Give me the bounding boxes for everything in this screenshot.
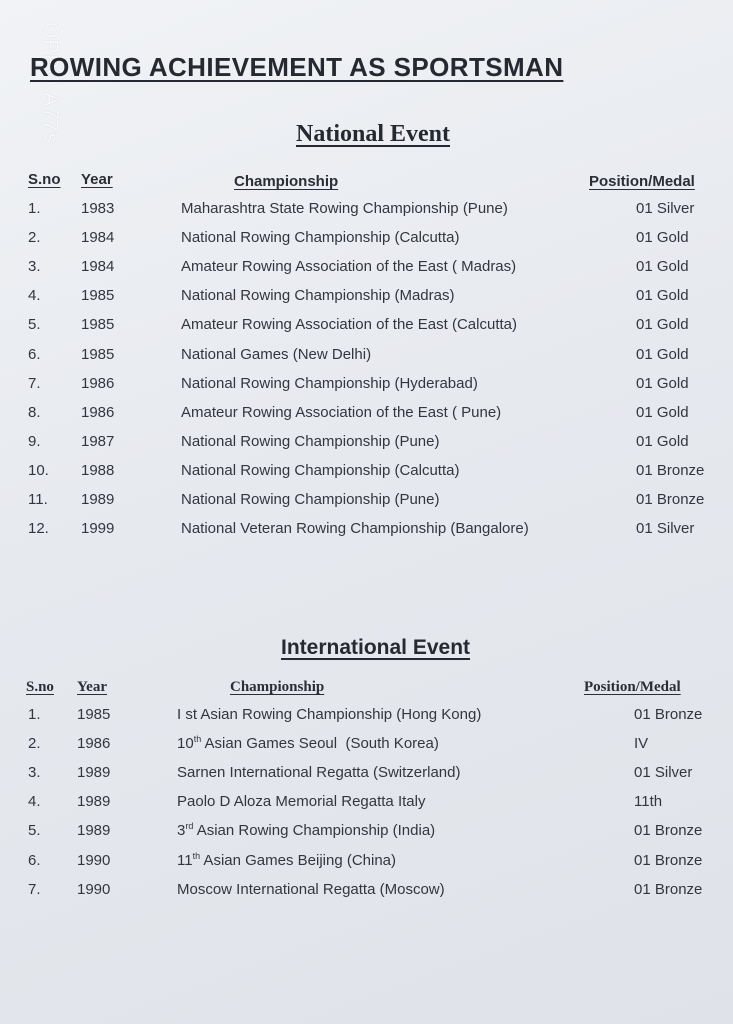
row-championship: [177, 793, 425, 810]
table-row: [0, 258, 733, 287]
row-year: 1986: [81, 403, 115, 421]
page-title: ROWING ACHIEVEMENT AS SPORTSMAN: [30, 52, 564, 82]
row-sno: 6.: [28, 851, 41, 869]
row-year: 1985: [81, 316, 115, 334]
row-year: 1988: [81, 461, 115, 479]
row-year: 1989: [81, 491, 115, 508]
row-championship: [177, 852, 396, 869]
row-medal: 01 Gold: [636, 229, 689, 247]
table-row: [0, 520, 733, 549]
row-championship: National Games (New Delhi): [181, 345, 372, 363]
row-championship: Amateur Rowing Association of the East ( Pune): [181, 403, 502, 421]
row-medal: 01 Gold: [636, 432, 689, 450]
row-medal: 11th: [634, 793, 663, 811]
row-medal: 01 Gold: [636, 316, 689, 334]
table-row: [0, 735, 733, 764]
championship-text: Moscow International Regatta (Moscow): [177, 880, 445, 898]
row-sno: 3.: [28, 764, 41, 782]
table-row: [0, 433, 733, 462]
row-championship: Amateur Rowing Association of the East (Calcutta): [181, 316, 517, 334]
row-sno: 7.: [28, 374, 41, 392]
row-medal: 01 Bronze: [636, 461, 705, 479]
championship-text: 3: [177, 822, 186, 840]
row-medal: 01 Silver: [634, 764, 693, 782]
row-championship: National Rowing Championship (Pune): [181, 432, 440, 450]
table-row: [0, 346, 733, 375]
row-sno: 1.: [28, 200, 41, 217]
international-header-medal: Position/Medal: [584, 679, 681, 695]
ordinal-suffix: th: [192, 850, 201, 861]
row-medal: 01 Gold: [636, 258, 689, 276]
row-championship: National Veteran Rowing Championship (Bangalore): [181, 520, 529, 538]
row-medal: 01 Bronze: [636, 491, 705, 508]
table-row: [0, 316, 733, 345]
row-medal: 01 Silver: [636, 200, 695, 217]
row-sno: 10.: [28, 461, 49, 479]
table-row: [0, 404, 733, 433]
ordinal-suffix: rd: [185, 821, 194, 832]
row-championship: Amateur Rowing Association of the East ( Madras): [181, 258, 517, 276]
row-year: 1985: [81, 345, 115, 363]
row-sno: 11.: [28, 491, 48, 508]
national-section-title: National Event: [296, 121, 451, 147]
row-year: 1986: [81, 374, 115, 392]
championship-text: Paolo D Aloza Memorial Regatta Italy: [177, 793, 426, 811]
championship-text-rest: Asian Rowing Championship (India): [193, 822, 436, 840]
row-year: 1985: [81, 287, 115, 305]
row-year: 1987: [81, 432, 115, 450]
table-row: [0, 200, 733, 229]
row-medal: 01 Gold: [636, 287, 689, 305]
international-header-championship: Championship: [230, 679, 325, 695]
row-medal: 01 Bronze: [634, 822, 703, 840]
row-championship: Maharashtra State Rowing Championship (Pune): [181, 200, 508, 217]
row-championship: National Rowing Championship (Hyderabad): [181, 374, 478, 392]
table-row: [0, 706, 733, 735]
championship-text: Sarnen International Regatta (Switzerland): [177, 764, 461, 782]
phone-watermark: OPPO A77s: [39, 22, 62, 145]
table-row: [0, 881, 733, 910]
championship-text: 10: [177, 735, 194, 753]
row-medal: 01 Gold: [636, 345, 689, 363]
championship-text-rest: Asian Games Beijing (China): [200, 851, 397, 869]
row-sno: 5.: [28, 316, 41, 334]
row-championship: National Rowing Championship (Calcutta): [181, 229, 460, 247]
row-sno: 3.: [28, 258, 41, 276]
ordinal-suffix: th: [193, 734, 202, 745]
row-sno: 2.: [28, 229, 41, 247]
row-year: 1989: [77, 793, 111, 811]
national-header-championship: Championship: [234, 173, 339, 190]
row-medal: 01 Silver: [636, 520, 695, 538]
row-championship: National Rowing Championship (Madras): [181, 287, 455, 305]
row-sno: 8.: [28, 403, 41, 421]
table-row: [0, 491, 733, 520]
championship-text: I st Asian Rowing Championship (Hong Kong): [177, 706, 482, 723]
table-row: [0, 764, 733, 793]
row-year: 1999: [81, 520, 115, 538]
row-sno: 6.: [28, 345, 41, 363]
row-championship: National Rowing Championship (Calcutta): [181, 461, 460, 479]
table-row: [0, 375, 733, 404]
national-header-year: Year: [81, 171, 113, 188]
championship-text-rest: Asian Games Seoul (South Korea): [201, 735, 439, 753]
row-year: 1983: [81, 200, 115, 217]
national-header-medal: Position/Medal: [589, 173, 695, 190]
table-row: [0, 229, 733, 258]
row-championship: [177, 822, 435, 839]
row-championship: National Rowing Championship (Pune): [181, 491, 440, 508]
international-header-year: Year: [77, 679, 107, 695]
row-sno: 2.: [28, 735, 41, 753]
championship-text: 11: [177, 851, 193, 869]
international-section-title: International Event: [281, 636, 471, 659]
row-medal: 01 Bronze: [634, 880, 703, 898]
row-sno: 4.: [28, 287, 41, 305]
row-sno: 12.: [28, 520, 49, 538]
row-sno: 4.: [28, 793, 41, 811]
row-year: 1990: [77, 880, 111, 898]
row-medal: 01 Bronze: [634, 706, 703, 723]
row-medal: 01 Bronze: [634, 851, 703, 869]
row-sno: 5.: [28, 822, 41, 840]
table-row: [0, 793, 733, 822]
row-championship: [177, 706, 481, 723]
row-year: 1985: [77, 706, 111, 723]
row-medal: IV: [634, 735, 649, 753]
national-header-sno: S.no: [28, 171, 61, 188]
row-year: 1989: [77, 764, 111, 782]
row-year: 1984: [81, 229, 115, 247]
row-championship: [177, 735, 439, 752]
row-year: 1989: [77, 822, 111, 840]
row-year: 1984: [81, 258, 115, 276]
row-medal: 01 Gold: [636, 374, 689, 392]
row-championship: [177, 881, 445, 898]
row-year: 1990: [77, 851, 111, 869]
row-sno: 1.: [28, 706, 41, 723]
row-medal: 01 Gold: [636, 403, 689, 421]
international-header-sno: S.no: [26, 679, 54, 695]
table-row: [0, 822, 733, 851]
table-row: [0, 287, 733, 316]
table-row: [0, 462, 733, 491]
row-sno: 9.: [28, 432, 41, 450]
row-sno: 7.: [28, 880, 41, 898]
row-championship: [177, 764, 461, 781]
row-year: 1986: [77, 735, 111, 753]
table-row: [0, 852, 733, 881]
